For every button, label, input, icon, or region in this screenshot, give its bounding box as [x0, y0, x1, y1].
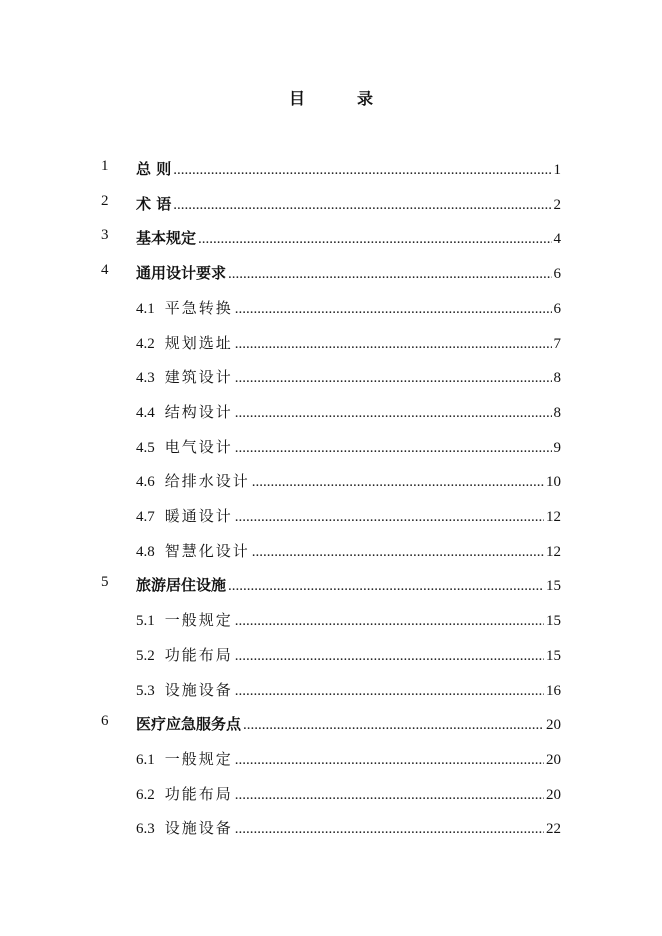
dot-leader: [198, 231, 551, 248]
toc-section-row[interactable]: [0, 497, 662, 531]
dot-leader: [235, 752, 544, 769]
page-number: 22: [546, 821, 561, 838]
section-number: 4.1: [136, 300, 155, 317]
section-number: 4.4: [136, 404, 155, 421]
section-title: 平急转换: [164, 298, 233, 317]
toc-title: 目 录: [288, 89, 391, 108]
toc-chapter-row[interactable]: [0, 185, 662, 219]
toc-section-row[interactable]: [0, 462, 662, 496]
section-title: 结构设计: [164, 402, 233, 421]
toc-section-row[interactable]: [0, 324, 662, 358]
section-number: 4.8: [136, 543, 155, 560]
page-number: 15: [546, 647, 561, 664]
section-number: 4.6: [136, 474, 155, 491]
toc-section-row[interactable]: [0, 358, 662, 392]
section-number: 5.2: [136, 647, 155, 664]
chapter-number: 5: [101, 574, 109, 591]
section-number: 6.1: [136, 751, 155, 768]
dot-leader: [228, 578, 544, 595]
toc-entry: [136, 540, 561, 561]
chapter-title: 旅游居住设施: [136, 576, 227, 595]
dot-leader: [252, 544, 544, 561]
section-title: 设施设备: [164, 819, 233, 838]
section-title: 功能布局: [164, 784, 233, 803]
page-number: 15: [546, 613, 561, 630]
page-number: 6: [553, 300, 561, 317]
page-number: 8: [553, 370, 561, 387]
toc-entry: [136, 436, 561, 457]
dot-leader: [173, 197, 551, 214]
toc-section-row[interactable]: [0, 671, 662, 705]
section-title: 建筑设计: [164, 368, 233, 387]
toc-entry: [136, 158, 561, 179]
page-number: 4: [553, 231, 561, 248]
toc-entry: [136, 297, 561, 318]
section-number: 4.5: [136, 439, 155, 456]
toc-entry: [136, 644, 561, 665]
section-number: 5.1: [136, 613, 155, 630]
chapter-number: 1: [101, 158, 109, 174]
toc-section-row[interactable]: [0, 636, 662, 670]
page-number: 7: [553, 335, 561, 352]
toc-entry: [136, 713, 561, 734]
section-number: 6.3: [136, 821, 155, 838]
page-number: 9: [553, 439, 561, 456]
dot-leader: [235, 301, 552, 318]
toc-chapter-row[interactable]: [0, 219, 662, 253]
page-number: 1: [553, 162, 561, 178]
toc-entry: [136, 366, 561, 387]
dot-leader: [235, 440, 552, 457]
section-title: 一般规定: [164, 611, 233, 630]
section-title: 设施设备: [164, 680, 233, 699]
toc-entry: [136, 470, 561, 491]
toc-entry: [136, 193, 561, 214]
section-title: 规划选址: [164, 333, 233, 352]
toc-section-row[interactable]: [0, 428, 662, 462]
toc-section-row[interactable]: [0, 393, 662, 427]
page-number: 15: [546, 578, 561, 595]
chapter-title: 总 则: [136, 160, 172, 178]
chapter-title: 基本规定: [136, 229, 197, 248]
toc-entry: [136, 817, 561, 838]
page-number: 2: [553, 196, 561, 213]
chapter-title: 医疗应急服务点: [136, 715, 242, 734]
page-number: 20: [546, 751, 561, 768]
dot-leader: [252, 474, 544, 491]
dot-leader: [235, 787, 544, 804]
chapter-number: 6: [101, 713, 109, 730]
section-title: 智慧化设计: [164, 541, 250, 560]
toc-chapter-row[interactable]: [0, 705, 662, 739]
section-number: 6.2: [136, 786, 155, 803]
chapter-title: 术 语: [136, 194, 172, 213]
toc-entry: [136, 574, 561, 595]
dot-leader: [235, 509, 544, 526]
toc-entry: [136, 748, 561, 769]
toc-chapter-row[interactable]: [0, 150, 662, 184]
toc-section-row[interactable]: [0, 601, 662, 635]
page-number: 20: [546, 717, 561, 734]
toc-section-row[interactable]: [0, 289, 662, 323]
chapter-number: 3: [101, 227, 109, 244]
toc-entry: [136, 679, 561, 700]
dot-leader: [235, 821, 544, 838]
toc-entry: [136, 505, 561, 526]
page-number: 12: [546, 509, 561, 525]
section-title: 给排水设计: [164, 472, 250, 491]
toc-entry: [136, 332, 561, 353]
toc-section-row[interactable]: [0, 775, 662, 809]
toc-entry: [136, 262, 561, 283]
dot-leader: [235, 648, 544, 665]
section-title: 暖通设计: [164, 507, 233, 525]
toc-section-row[interactable]: [0, 532, 662, 566]
page-number: 6: [553, 266, 561, 283]
dot-leader: [243, 717, 544, 734]
toc-section-row[interactable]: [0, 809, 662, 843]
toc-chapter-row[interactable]: [0, 566, 662, 600]
chapter-number: 2: [101, 192, 109, 209]
section-number: 4.2: [136, 335, 155, 352]
dot-leader: [235, 370, 552, 387]
section-number: 4.3: [136, 370, 155, 387]
chapter-title: 通用设计要求: [136, 264, 227, 283]
dot-leader: [235, 405, 552, 422]
dot-leader: [235, 613, 544, 630]
section-title: 功能布局: [164, 645, 233, 664]
dot-leader: [228, 266, 551, 283]
dot-leader: [235, 683, 544, 700]
section-title: 一般规定: [164, 749, 233, 768]
page-number: 20: [546, 786, 561, 803]
toc-section-row[interactable]: [0, 740, 662, 774]
page-number: 12: [546, 543, 561, 560]
page-number: 10: [546, 474, 561, 491]
toc-entry: [136, 609, 561, 630]
toc-entry: [136, 227, 561, 248]
page-number: 8: [553, 404, 561, 421]
toc-entry: [136, 783, 561, 804]
chapter-number: 4: [101, 262, 109, 279]
dot-leader: [235, 336, 552, 353]
section-number: 5.3: [136, 682, 155, 699]
toc-chapter-row[interactable]: [0, 254, 662, 288]
section-title: 电气设计: [164, 437, 233, 456]
page-number: 16: [546, 682, 561, 699]
section-number: 4.7: [136, 509, 155, 525]
dot-leader: [173, 162, 551, 179]
toc-entry: [136, 401, 561, 422]
